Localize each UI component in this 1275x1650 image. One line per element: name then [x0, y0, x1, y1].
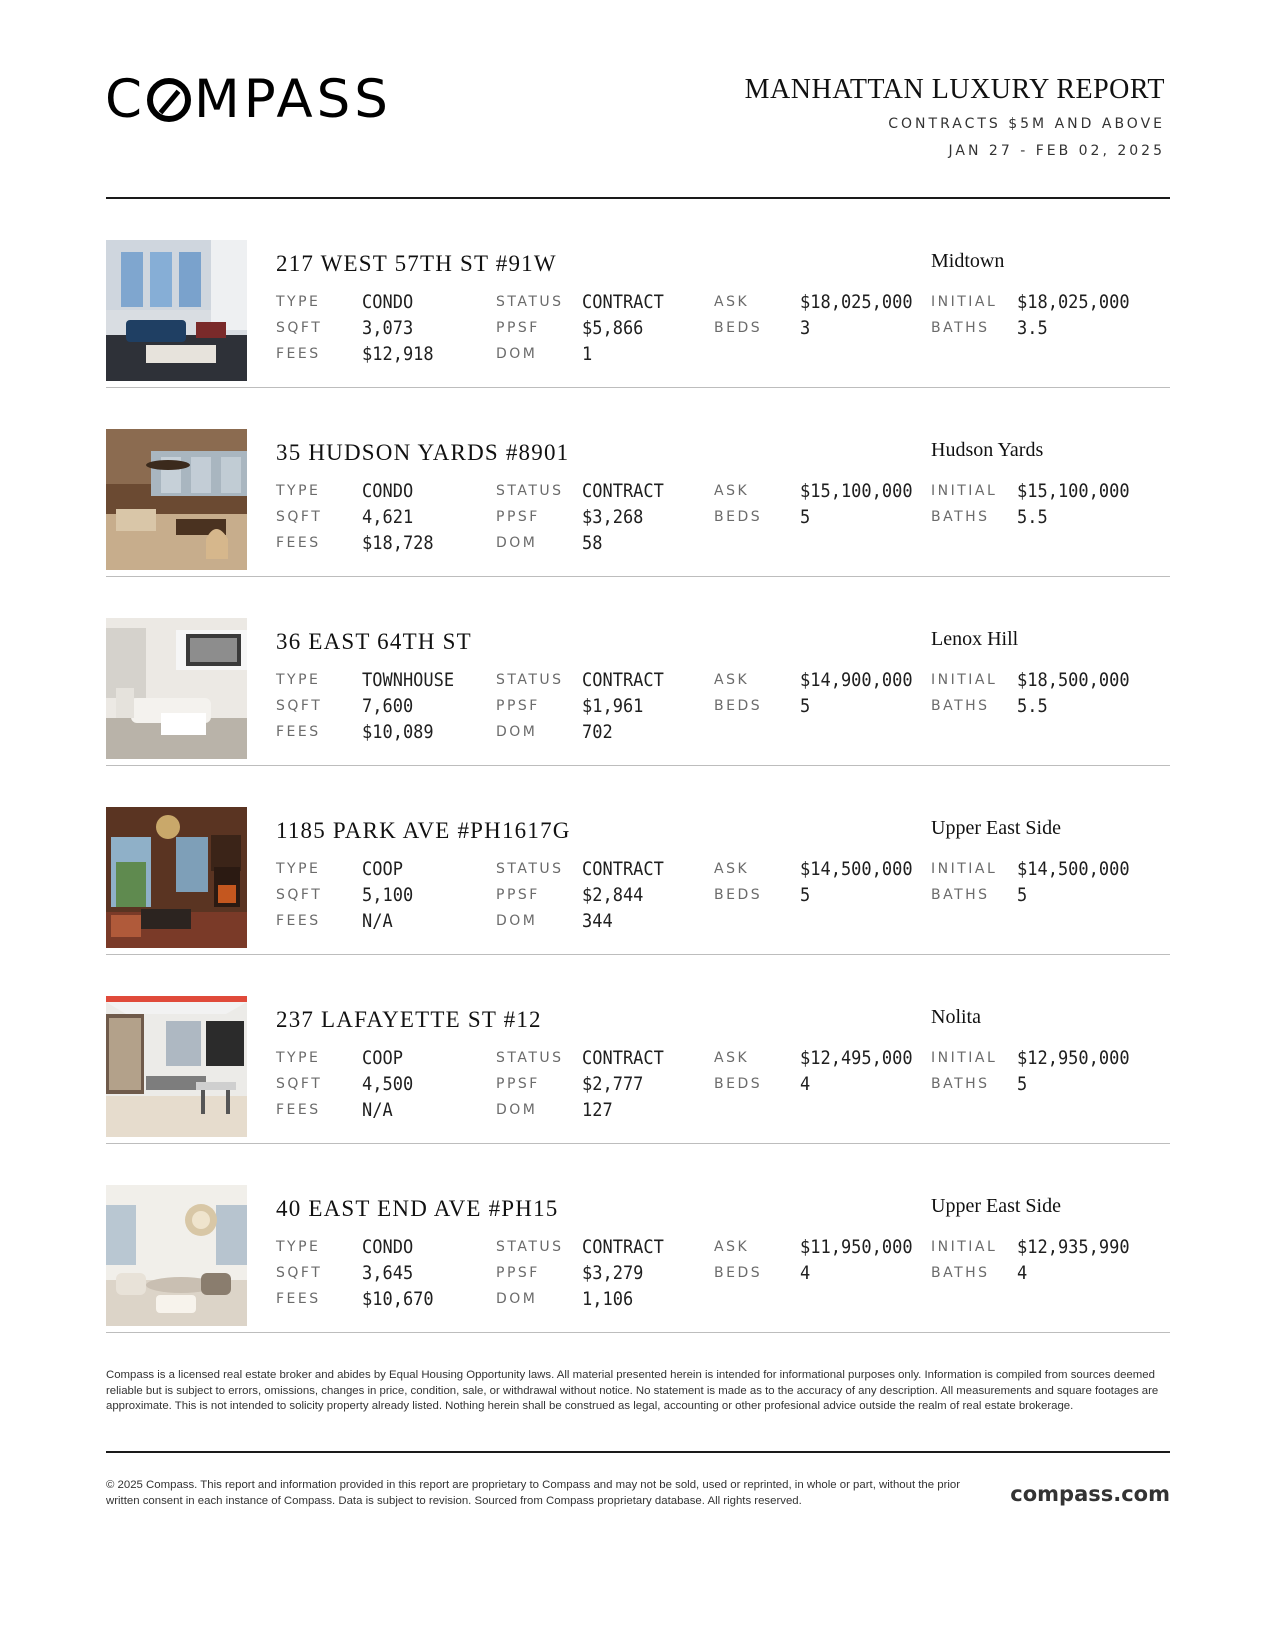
baths-label: BATHS [931, 320, 990, 336]
fees-label: FEES [276, 346, 321, 362]
dom-label: DOM [496, 346, 538, 362]
listing-neighborhood: Upper East Side [931, 1195, 1061, 1217]
baths-label: BATHS [931, 1265, 990, 1281]
beds-value: 5 [800, 696, 811, 718]
baths-value: 5.5 [1017, 507, 1048, 529]
listing-photo [106, 807, 247, 948]
dom-label: DOM [496, 535, 538, 551]
sqft-label: SQFT [276, 887, 323, 903]
fees-value: $10,089 [362, 722, 434, 744]
listing-photo [106, 429, 247, 570]
beds-value: 5 [800, 885, 811, 907]
listing-photo [106, 1185, 247, 1326]
listing-divider [106, 1332, 1170, 1333]
ppsf-value: $3,268 [582, 507, 644, 529]
listing-address: 237 LAFAYETTE ST #12 [276, 1007, 542, 1032]
dom-value: 344 [582, 911, 613, 933]
initial-value: $18,500,000 [1017, 670, 1130, 692]
type-label: TYPE [276, 861, 321, 877]
sqft-label: SQFT [276, 320, 323, 336]
ppsf-label: PPSF [496, 320, 540, 336]
baths-value: 4 [1017, 1263, 1028, 1285]
sqft-value: 7,600 [362, 696, 414, 718]
listing-photo [106, 996, 247, 1137]
baths-label: BATHS [931, 509, 990, 525]
listing-address: 35 HUDSON YARDS #8901 [276, 440, 570, 465]
listing-neighborhood: Lenox Hill [931, 628, 1019, 650]
initial-label: INITIAL [931, 1239, 998, 1255]
initial-value: $12,950,000 [1017, 1048, 1130, 1070]
sqft-value: 4,500 [362, 1074, 414, 1096]
fees-label: FEES [276, 724, 321, 740]
report-date-range: JAN 27 - FEB 02, 2025 [948, 143, 1165, 159]
beds-label: BEDS [714, 698, 763, 714]
listing-photo [106, 240, 247, 381]
type-label: TYPE [276, 672, 321, 688]
fees-value: N/A [362, 1100, 393, 1122]
beds-label: BEDS [714, 509, 763, 525]
ask-label: ASK [714, 1050, 750, 1066]
baths-value: 5 [1017, 885, 1028, 907]
initial-label: INITIAL [931, 1050, 998, 1066]
baths-value: 3.5 [1017, 318, 1048, 340]
status-label: STATUS [496, 1050, 564, 1066]
initial-value: $14,500,000 [1017, 859, 1130, 881]
type-value: CONDO [362, 292, 414, 314]
sqft-label: SQFT [276, 1076, 323, 1092]
baths-label: BATHS [931, 1076, 990, 1092]
sqft-label: SQFT [276, 509, 323, 525]
fees-label: FEES [276, 535, 321, 551]
status-label: STATUS [496, 672, 564, 688]
initial-value: $12,935,990 [1017, 1237, 1130, 1259]
dom-value: 1 [582, 344, 593, 366]
logo-wordmark: C MPASS [105, 69, 392, 130]
ppsf-label: PPSF [496, 1076, 540, 1092]
type-label: TYPE [276, 294, 321, 310]
listing-card [106, 199, 1170, 388]
initial-label: INITIAL [931, 483, 998, 499]
ask-label: ASK [714, 1239, 750, 1255]
listing-card [106, 577, 1170, 766]
listing-address: 36 EAST 64TH ST [276, 629, 472, 654]
type-value: CONDO [362, 481, 414, 503]
fees-value: N/A [362, 911, 393, 933]
beds-label: BEDS [714, 1076, 763, 1092]
initial-label: INITIAL [931, 672, 998, 688]
type-label: TYPE [276, 1239, 321, 1255]
listing-address: 1185 PARK AVE #PH1617G [276, 818, 571, 843]
sqft-label: SQFT [276, 1265, 323, 1281]
beds-label: BEDS [714, 320, 763, 336]
ask-label: ASK [714, 672, 750, 688]
dom-value: 58 [582, 533, 603, 555]
ask-value: $14,500,000 [800, 859, 913, 881]
baths-value: 5.5 [1017, 696, 1048, 718]
initial-label: INITIAL [931, 861, 998, 877]
beds-value: 3 [800, 318, 811, 340]
type-label: TYPE [276, 1050, 321, 1066]
ppsf-value: $3,279 [582, 1263, 644, 1285]
fees-value: $10,670 [362, 1289, 434, 1311]
status-label: STATUS [496, 483, 564, 499]
compass-o-icon [147, 78, 191, 122]
status-label: STATUS [496, 861, 564, 877]
listing-neighborhood: Midtown [931, 250, 1005, 272]
fees-label: FEES [276, 913, 321, 929]
listing-address: 40 EAST END AVE #PH15 [276, 1196, 559, 1221]
dom-label: DOM [496, 724, 538, 740]
ppsf-label: PPSF [496, 1265, 540, 1281]
listing-card [106, 1144, 1170, 1333]
ppsf-label: PPSF [496, 698, 540, 714]
ask-value: $15,100,000 [800, 481, 913, 503]
sqft-label: SQFT [276, 698, 323, 714]
type-label: TYPE [276, 483, 321, 499]
ppsf-value: $2,777 [582, 1074, 644, 1096]
dom-value: 127 [582, 1100, 613, 1122]
website-link[interactable]: compass.com [1010, 1482, 1170, 1506]
dom-label: DOM [496, 913, 538, 929]
baths-label: BATHS [931, 698, 990, 714]
dom-label: DOM [496, 1291, 538, 1307]
status-label: STATUS [496, 294, 564, 310]
status-value: CONTRACT [582, 481, 664, 503]
report-title: MANHATTAN LUXURY REPORT [744, 74, 1165, 105]
ask-value: $11,950,000 [800, 1237, 913, 1259]
beds-value: 4 [800, 1263, 811, 1285]
fees-value: $12,918 [362, 344, 434, 366]
fees-label: FEES [276, 1102, 321, 1118]
listing-neighborhood: Upper East Side [931, 817, 1061, 839]
copyright-text: © 2025 Compass. This report and information provided in this report are proprietary to Compass and may not be sold, used or reprinted, in whole or part, without the prior written consent in each instance of Compass. Data is subject to revision. Sourced from Compass proprietary database. All rights reserved. [106, 1479, 961, 1507]
ppsf-label: PPSF [496, 887, 540, 903]
type-value: COOP [362, 859, 403, 881]
listing-photo [106, 618, 247, 759]
beds-label: BEDS [714, 887, 763, 903]
initial-label: INITIAL [931, 294, 998, 310]
ask-label: ASK [714, 483, 750, 499]
fees-value: $18,728 [362, 533, 434, 555]
status-value: CONTRACT [582, 1048, 664, 1070]
status-label: STATUS [496, 1239, 564, 1255]
dom-label: DOM [496, 1102, 538, 1118]
dom-value: 702 [582, 722, 613, 744]
listing-card [106, 766, 1170, 955]
type-value: CONDO [362, 1237, 414, 1259]
footer-divider [106, 1451, 1170, 1453]
sqft-value: 3,073 [362, 318, 414, 340]
listing-card [106, 955, 1170, 1144]
ask-label: ASK [714, 861, 750, 877]
ask-value: $12,495,000 [800, 1048, 913, 1070]
ppsf-value: $2,844 [582, 885, 644, 907]
ask-label: ASK [714, 294, 750, 310]
listing-card [106, 388, 1170, 577]
beds-value: 4 [800, 1074, 811, 1096]
initial-value: $15,100,000 [1017, 481, 1130, 503]
sqft-value: 4,621 [362, 507, 414, 529]
type-value: COOP [362, 1048, 403, 1070]
status-value: CONTRACT [582, 670, 664, 692]
ask-value: $14,900,000 [800, 670, 913, 692]
disclaimer-text: Compass is a licensed real estate broker and abides by Equal Housing Opportunity laws. All material presented herein is intended for informational purposes only. Information is compiled from sources deemed reliable but is subject to errors, omissions, changes in price, condition, sale, or withdrawal without notice. No statement is made as to the accuracy of any description. All measurements and square footages are approximate. This is not intended to solicity property already listed. Nothing herein shall be construed as legal, accounting or other profesional advice outside the realm of real estate brokerage. [106, 1369, 1159, 1412]
ppsf-value: $5,866 [582, 318, 644, 340]
status-value: CONTRACT [582, 292, 664, 314]
sqft-value: 3,645 [362, 1263, 414, 1285]
status-value: CONTRACT [582, 1237, 664, 1259]
listing-address: 217 WEST 57TH ST #91W [276, 251, 557, 276]
initial-value: $18,025,000 [1017, 292, 1130, 314]
ask-value: $18,025,000 [800, 292, 913, 314]
listing-neighborhood: Hudson Yards [931, 439, 1044, 461]
beds-value: 5 [800, 507, 811, 529]
listing-neighborhood: Nolita [931, 1006, 981, 1028]
sqft-value: 5,100 [362, 885, 414, 907]
report-subtitle: CONTRACTS $5M AND ABOVE [888, 116, 1165, 132]
baths-value: 5 [1017, 1074, 1028, 1096]
type-value: TOWNHOUSE [362, 670, 455, 692]
baths-label: BATHS [931, 887, 990, 903]
ppsf-label: PPSF [496, 509, 540, 525]
fees-label: FEES [276, 1291, 321, 1307]
status-value: CONTRACT [582, 859, 664, 881]
ppsf-value: $1,961 [582, 696, 644, 718]
dom-value: 1,106 [582, 1289, 634, 1311]
beds-label: BEDS [714, 1265, 763, 1281]
compass-logo [105, 69, 425, 130]
